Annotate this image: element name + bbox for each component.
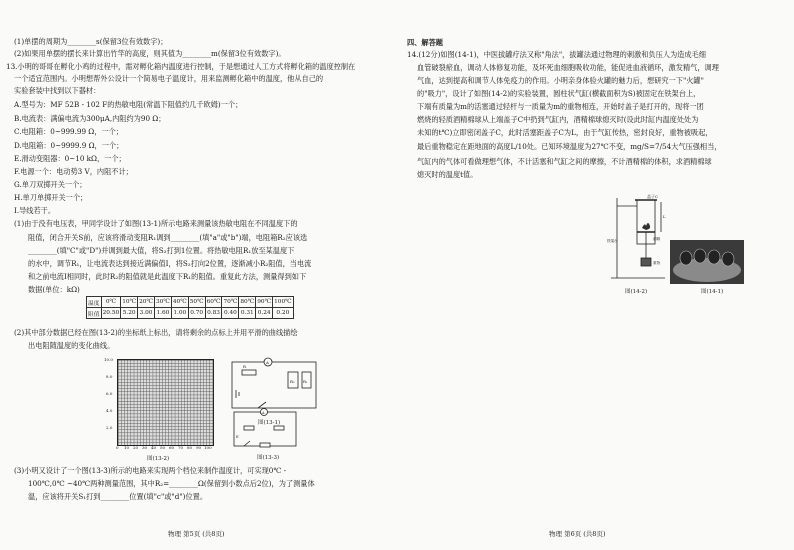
label-stand: 铁架台 <box>607 239 618 243</box>
figure-caption-13-3: 图(13-3) <box>257 455 280 461</box>
x-tick: 10 <box>124 445 130 450</box>
y-tick: 4.0 <box>106 408 113 413</box>
item-c: C.电阻箱：0~999.99 Ω，一个； <box>14 127 124 136</box>
q13-line-2: 一个适宜范围内。小明想帮外公设计一个简易电子温度计，用来监测孵化箱中的温度，他从自己的 <box>14 74 324 83</box>
table-cell: 50℃ <box>188 297 205 308</box>
circuit-diagram-13-3 <box>230 408 300 452</box>
q13-line-1: 13.小明的哥哥在孵化小鸡的过程中，需对孵化箱内温度进行控制，于是想通过人工方式将孵化箱的温度控制在 <box>6 62 356 71</box>
q13-part1-line-2: 阻值，闭合开关S前，应该将滑动变阻R₁调到________(填"a"或"b")端，电阻箱R₂应该选 <box>28 233 308 242</box>
item-f: F.电源一个：电动势3 V，内阻不计； <box>14 167 133 176</box>
table-cell: 0.24 <box>256 308 273 319</box>
data-table <box>86 296 294 319</box>
q14-line-1: 14.(12分)如图(14-1)，中医拔罐疗法又称"角法"，拔罐法通过物理的刺激和负压人为造成毛细 <box>407 50 706 59</box>
table-cell: 0.83 <box>205 308 222 319</box>
table-cell: 80℃ <box>239 297 256 308</box>
x-tick: 20 <box>133 445 139 450</box>
q13-part3-line-3: 温，应该将开关S₁打到________位置(填"c"或"d")位置。 <box>28 492 208 501</box>
x-tick: 90 <box>196 445 202 450</box>
table-cell: 20℃ <box>138 297 155 308</box>
x-tick: 100 <box>204 445 212 450</box>
x-tick: 40 <box>151 445 157 450</box>
q14-line-9: 气缸内的气体可看做理想气体，不计活塞和气缸之间的摩擦，不计酒精棉的体积，求酒精棉球 <box>417 157 712 166</box>
q14-line-5: 下端有质量为m的活塞通过轻杆与一质量为m的重物相连，开始时盖子是打开的，现将一团 <box>417 102 704 111</box>
table-cell: 90℃ <box>256 297 273 308</box>
svg-text:E: E <box>236 435 239 439</box>
x-tick: 60 <box>169 445 175 450</box>
label-weight: 重物 <box>653 261 661 265</box>
y-tick: 8.0 <box>106 374 113 379</box>
table-cell: 3.00 <box>138 308 155 319</box>
apparatus-figure-14-2 <box>605 192 677 284</box>
table-cell: 10℃ <box>121 297 138 308</box>
q13-part1-line-4: 的水中，调节R₁，让电流表达到接近满偏值I，将S₂打向2位置，逐渐减小R₂阻值，当电流 <box>28 259 312 268</box>
table-cell: 0.40 <box>222 308 239 319</box>
x-tick: 70 <box>178 445 184 450</box>
table-cell: 0.20 <box>273 308 294 319</box>
q14-line-8: 最后重物稳定在距地面的高度L/10处。已知环境温度为27℃不变，mg/S=7/54大气压强相当， <box>417 142 722 151</box>
figure-caption-13-1: 图(13-1) <box>258 420 281 426</box>
cupping-photo-14-1 <box>670 240 744 284</box>
q13-part1-line-5: 和之前电流I相同时，此时R₂的阻值就是此温度下R₁的阻值。重复此方法，测量得到如下 <box>28 272 307 281</box>
q14-line-7: 未知的t℃)立即密闭盖子C，此时活塞距盖子C为L，由于气缸传热，密封良好，重物被吸起， <box>417 128 713 137</box>
table-cell: 0.70 <box>188 308 205 319</box>
y-tick: 6.0 <box>106 391 113 396</box>
table-cell: 0℃ <box>101 297 121 308</box>
q13-part3-line-2: 100℃,0℃ ~40℃两种测量范围，其中R₂=________Ω(保留到小数点后2位)，为了测量体 <box>28 479 315 488</box>
page-footer: 物理 第6页 (共8页) <box>549 530 606 538</box>
section-heading: 四、解答题 <box>407 38 443 47</box>
table-cell: 1.60 <box>154 308 171 319</box>
table-cell: 20.50 <box>101 308 121 319</box>
svg-text:A: A <box>266 360 269 365</box>
table-cell: 0.31 <box>239 308 256 319</box>
coordinate-grid[interactable] <box>117 359 214 446</box>
figure-caption-14-1: 图(14-1) <box>701 289 724 295</box>
q14-line-2: 血管破裂瘀血，调动人体修复功能，及坏死血细胞吸收功能，能促进血液循环，激发精气，调理 <box>417 63 719 72</box>
x-tick: 0 <box>116 445 119 450</box>
q13-line-3: 实验套装中找到以下器材： <box>14 86 101 95</box>
y-tick: 2.0 <box>106 425 113 430</box>
item-d: D.电阻箱：0~9999.9 Ω，一个； <box>14 141 124 150</box>
label-fire: 酒精 <box>653 237 661 241</box>
circuit-diagram-13-1 <box>228 356 324 416</box>
q13-part2-line-2: 出电阻随温度的变化曲线。 <box>28 341 115 350</box>
table-header-label: 温度 <box>87 297 102 308</box>
q13-part1-line-6: 数据(单位：kΩ) <box>28 285 80 294</box>
x-tick: 50 <box>160 445 166 450</box>
item-e: E.滑动变阻器：0~10 kΩ，一个； <box>14 154 126 163</box>
q14-line-4: 的"吸力"，设计了如图(14-2)的实验装置，圆柱状气缸(横截面积为S)被固定在铁架台上， <box>417 89 701 98</box>
q14-line-6: 燃烧的轻质酒精棉球从上端盖子C中扔到气缸内，酒精棉球熄灭时(设此时缸内温度处处为 <box>417 115 699 124</box>
svg-text:R: R <box>243 364 247 369</box>
label-lid: 盖子C <box>647 194 659 199</box>
table-cell: 1.00 <box>171 308 188 319</box>
table-cell: 60℃ <box>205 297 222 308</box>
right-page <box>397 0 794 550</box>
q12-line-2: (2)如果用单摆的摆长来计算出竹竿的高度，则其值为________m(保留3位有效数字)。 <box>14 49 286 58</box>
figure-caption-13-2: 图(13-2) <box>147 456 170 462</box>
q13-part1-line-3: ________(填"C"或"D")并调到最大值，将S₂打到1位置。将热敏电阻R₁放至某温度下 <box>28 246 295 255</box>
x-tick: 30 <box>142 445 148 450</box>
table-cell: 40℃ <box>171 297 188 308</box>
table-row-values <box>87 308 294 319</box>
table-header-label: 阻值 <box>87 308 102 319</box>
svg-text:R₁: R₁ <box>303 379 308 384</box>
x-tick: 80 <box>187 445 193 450</box>
q13-part1-line-1: (1)由于没有电压表，甲同学设计了如图(13-1)所示电路来测量该热敏电阻在不同温度下的 <box>14 219 298 228</box>
item-h: H.单刀单掷开关一个； <box>14 193 88 202</box>
svg-text:A: A <box>262 411 265 415</box>
y-tick: 10.0 <box>104 357 113 362</box>
table-cell: 30℃ <box>154 297 171 308</box>
item-a: A.型号为：MF 52B - 102 F的热敏电阻(常温下阻值约几千欧姆)一个； <box>14 100 243 109</box>
table-cell: 100℃ <box>273 297 294 308</box>
q12-line-1: (1)单摆的周期为________s(保留3位有效数字)； <box>14 37 168 46</box>
q14-line-10: 熄灭时的温度t值。 <box>417 170 478 179</box>
table-row-temps <box>87 297 294 308</box>
item-g: G.单刀双掷开关一个； <box>14 180 87 189</box>
figure-caption-14-2: 图(14-2) <box>625 289 648 295</box>
page-footer: 物理 第5页 (共8页) <box>168 530 225 538</box>
label-length: L <box>663 214 666 219</box>
q13-part3-line-1: (3)小明又设计了一个图(13-3)所示的电路来实现两个档位来制作温度计，可实现0℃ - <box>14 466 287 475</box>
item-b: B.电流表：满偏电流为300μA,内阻约为90 Ω； <box>14 114 166 123</box>
table-cell: 5.20 <box>121 308 138 319</box>
q14-line-3: 气血，达到提高和调节人体免疫力的作用。小明亲身体验火罐的魅力后，想研究一下"火罐" <box>417 76 704 85</box>
table-cell: 70℃ <box>222 297 239 308</box>
item-i: I.导线若干。 <box>14 206 56 215</box>
q13-part2-line-1: (2)其中部分数据已经在图(13-2)的坐标纸上标出，请将剩余的点标上并用平滑的曲线描绘 <box>14 328 298 337</box>
svg-text:R₂: R₂ <box>290 379 295 384</box>
